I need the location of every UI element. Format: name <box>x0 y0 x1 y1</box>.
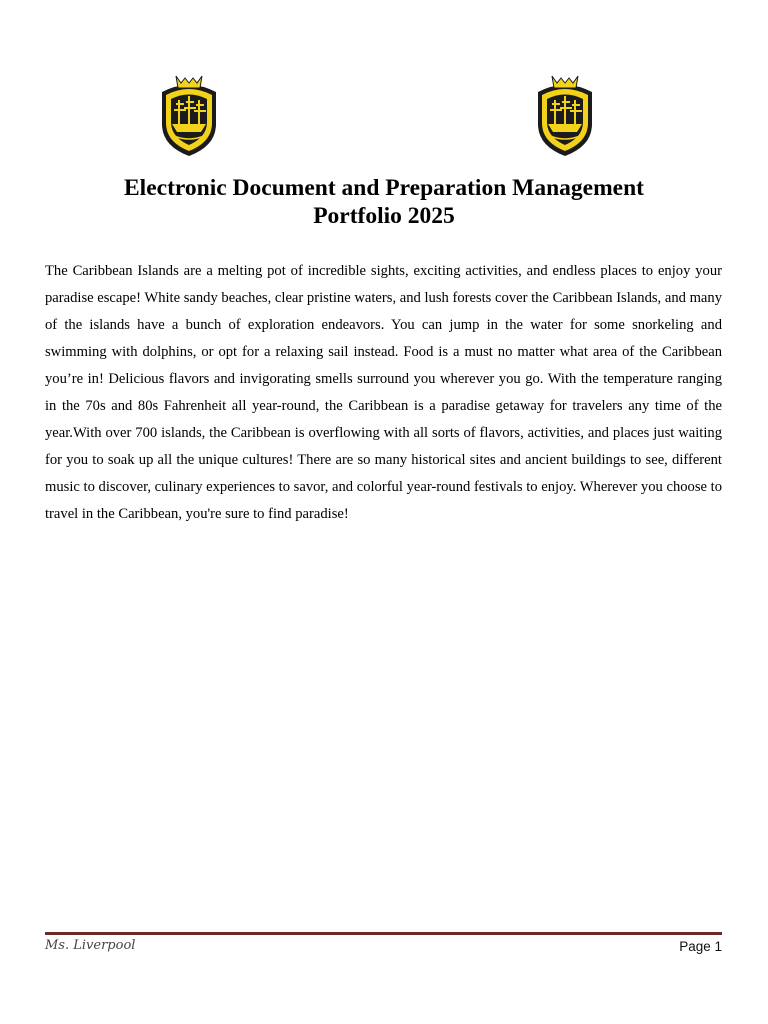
page-number: Page 1 <box>679 939 722 954</box>
footer-rule <box>45 932 722 935</box>
school-crest-icon <box>154 74 224 158</box>
title-line-2: Portfolio 2025 <box>313 203 455 229</box>
body-paragraph: The Caribbean Islands are a melting pot of incredible sights, exciting activities, and endless places to enjoy your paradise escape! White sandy beaches, clear pristine waters, and lush forests cover the Caribbean Islands, and many of the islands have a bunch of exploration endeavors. You can jump in the water for some snorkeling and swimming with dolphins, or opt for a relaxing sail instead. Food is a must no matter what area of the Caribbean you’re in! Delicious flavors and invigorating smells surround you wherever you go. With the temperature ranging in the 70s and 80s Fahrenheit all year-round, the Caribbean is a paradise getaway for travelers any time of the year.With over 700 islands, the Caribbean is overflowing with all sorts of flavors, activities, and places just waiting for you to soak up all the unique cultures! There are so many historical sites and ancient buildings to see, different music to discover, culinary experiences to savor, and colorful year-round festivals to enjoy. Wherever you choose to travel in the Caribbean, you're sure to find paradise! <box>45 263 722 522</box>
school-crest-icon <box>530 74 600 158</box>
footer-author: Ms. Liverpool <box>45 938 136 953</box>
document-title <box>40 174 728 230</box>
title-line-1: Electronic Document and Preparation Management <box>124 175 644 201</box>
